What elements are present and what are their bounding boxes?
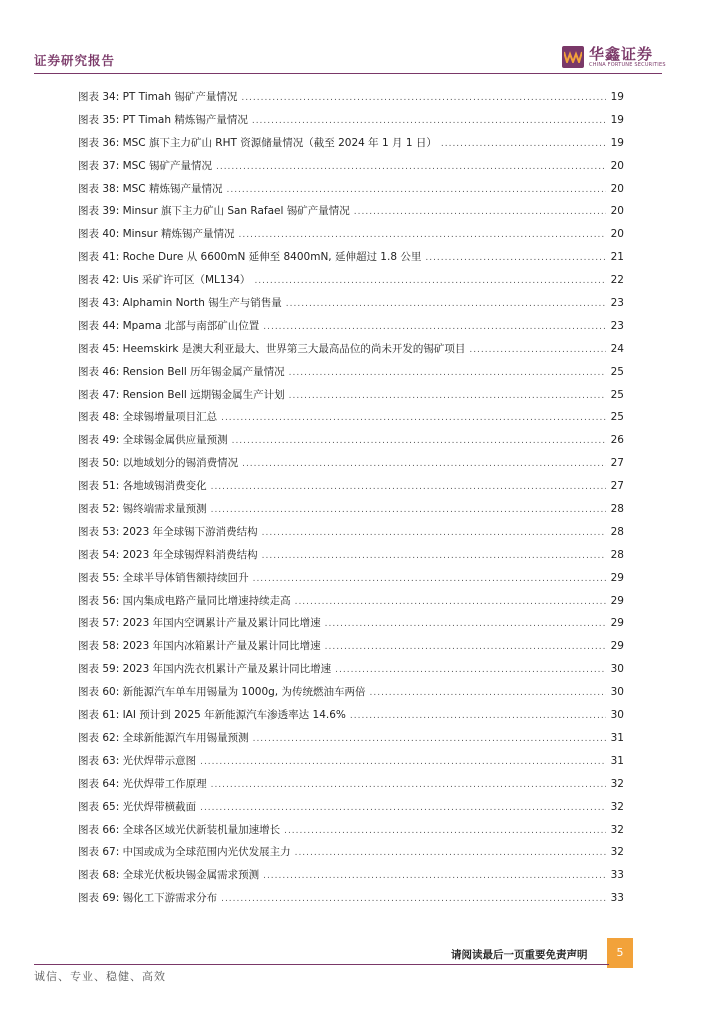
toc-dot-leader	[211, 780, 606, 790]
toc-dot-leader	[262, 551, 606, 561]
toc-entry[interactable]	[78, 226, 624, 249]
toc-dot-leader	[253, 734, 606, 744]
toc-entry-page: 30	[610, 709, 624, 722]
toc-entry-label: 图表 40: Minsur 精炼锡产量情况	[78, 228, 235, 241]
toc-entry[interactable]	[78, 387, 624, 410]
toc-entry-page: 19	[610, 113, 624, 126]
toc-entry-page: 22	[610, 274, 624, 287]
toc-dot-leader	[284, 826, 606, 836]
toc-entry-label: 图表 62: 全球新能源汽车用锡量预测	[78, 731, 249, 744]
toc-entry-label: 图表 67: 中国或成为全球范围内光伏发展主力	[78, 846, 291, 859]
toc-entry[interactable]	[78, 844, 624, 867]
toc-entry-label: 图表 51: 各地域锡消费变化	[78, 480, 207, 493]
toc-dot-leader	[369, 688, 606, 698]
toc-entry[interactable]	[78, 501, 624, 524]
toc-entry-label: 图表 45: Heemskirk 是澳大利亚最大、世界第三大最高品位的尚未开发的锡矿项目	[78, 342, 466, 355]
company-logo	[562, 45, 666, 71]
toc-entry[interactable]	[78, 249, 624, 272]
toc-entry-label: 图表 49: 全球锡金属供应量预测	[78, 434, 228, 447]
toc-entry-label: 图表 43: Alphamin North 锡生产与销售量	[78, 297, 282, 310]
toc-entry-page: 25	[610, 411, 624, 424]
toc-entry[interactable]	[78, 409, 624, 432]
toc-entry[interactable]	[78, 684, 624, 707]
toc-dot-leader	[221, 894, 606, 904]
toc-entry-page: 31	[610, 754, 624, 767]
toc-entry-page: 32	[610, 846, 624, 859]
toc-entry-label: 图表 66: 全球各区域光伏新装机量加速增长	[78, 823, 281, 836]
toc-entry[interactable]	[78, 570, 624, 593]
toc-entry-page: 33	[610, 869, 624, 882]
toc-dot-leader	[226, 185, 606, 195]
footer-divider	[34, 964, 609, 965]
toc-entry[interactable]	[78, 867, 624, 890]
toc-dot-leader	[295, 597, 606, 607]
toc-entry[interactable]	[78, 364, 624, 387]
toc-entry-page: 27	[610, 457, 624, 470]
toc-entry-label: 图表 44: Mpama 北部与南部矿山位置	[78, 319, 260, 332]
toc-entry-label: 图表 52: 锡终端需求量预测	[78, 503, 207, 516]
toc-entry[interactable]	[78, 547, 624, 570]
toc-dot-leader	[262, 528, 606, 538]
toc-entry-label: 图表 59: 2023 年国内洗衣机累计产量及累计同比增速	[78, 663, 332, 676]
toc-entry-label: 图表 69: 锡化工下游需求分布	[78, 892, 218, 905]
toc-dot-leader	[350, 711, 606, 721]
toc-entry[interactable]	[78, 455, 624, 478]
toc-entry-page: 25	[610, 365, 624, 378]
toc-entry-page: 25	[610, 388, 624, 401]
toc-entry-page: 21	[610, 251, 624, 264]
toc-entry-page: 29	[610, 640, 624, 653]
toc-entry-label: 图表 54: 2023 年全球锡焊料消费结构	[78, 548, 258, 561]
toc-dot-leader	[325, 642, 606, 652]
toc-entry-page: 29	[610, 594, 624, 607]
figure-index-list	[78, 89, 624, 913]
toc-entry-label: 图表 41: Roche Dure 从 6600mN 延伸至 8400mN, 延伸超过 1.8 公里	[78, 251, 422, 264]
toc-entry-label: 图表 47: Rension Bell 远期锡金属生产计划	[78, 388, 285, 401]
toc-entry-page: 32	[610, 823, 624, 836]
toc-entry-label: 图表 42: Uis 采矿许可区（ML134）	[78, 274, 251, 287]
toc-entry-page: 24	[610, 342, 624, 355]
toc-entry[interactable]	[78, 615, 624, 638]
toc-entry-label: 图表 60: 新能源汽车单车用锡量为 1000g, 为传统燃油车两倍	[78, 686, 366, 699]
toc-entry-page: 28	[610, 503, 624, 516]
toc-dot-leader	[232, 436, 606, 446]
toc-entry-label: 图表 36: MSC 旗下主力矿山 RHT 资源储量情况（截至 2024 年 1 月 1 日）	[78, 136, 437, 149]
toc-entry-page: 29	[610, 571, 624, 584]
toc-entry[interactable]	[78, 799, 624, 822]
toc-entry-page: 20	[610, 205, 624, 218]
toc-entry-label: 图表 46: Rension Bell 历年锡金属产量情况	[78, 365, 285, 378]
toc-entry[interactable]	[78, 158, 624, 181]
header-divider	[34, 73, 662, 74]
toc-dot-leader	[242, 459, 606, 469]
disclaimer-note: 请阅读最后一页重要免责声明	[451, 949, 588, 961]
toc-entry-label: 图表 37: MSC 锡矿产量情况	[78, 159, 212, 172]
toc-entry[interactable]	[78, 478, 624, 501]
toc-entry-label: 图表 61: IAI 预计到 2025 年新能源汽车渗透率达 14.6%	[78, 709, 346, 722]
toc-dot-leader	[325, 619, 606, 629]
toc-entry-label: 图表 48: 全球锡增量项目汇总	[78, 411, 218, 424]
toc-entry-page: 30	[610, 663, 624, 676]
toc-dot-leader	[239, 230, 607, 240]
toc-dot-leader	[354, 207, 606, 217]
page-number: 5	[607, 938, 633, 968]
toc-entry-page: 28	[610, 525, 624, 538]
toc-entry-label: 图表 56: 国内集成电路产量同比增速持续走高	[78, 594, 291, 607]
toc-entry[interactable]	[78, 524, 624, 547]
toc-entry-page: 31	[610, 731, 624, 744]
report-type-label: 证券研究报告	[34, 53, 116, 68]
toc-entry-label: 图表 58: 2023 年国内冰箱累计产量及累计同比增速	[78, 640, 321, 653]
toc-dot-leader	[295, 848, 606, 858]
toc-dot-leader	[469, 345, 606, 355]
toc-entry[interactable]	[78, 295, 624, 318]
toc-dot-leader	[289, 368, 606, 378]
toc-entry[interactable]	[78, 318, 624, 341]
toc-entry[interactable]	[78, 593, 624, 616]
toc-entry-page: 33	[610, 892, 624, 905]
toc-dot-leader	[252, 116, 606, 126]
toc-entry-label: 图表 65: 光伏焊带横截面	[78, 800, 197, 813]
toc-dot-leader	[253, 574, 606, 584]
toc-dot-leader	[211, 482, 606, 492]
logo-mark-icon	[562, 46, 584, 68]
toc-entry-label: 图表 63: 光伏焊带示意图	[78, 754, 197, 767]
toc-entry[interactable]	[78, 112, 624, 135]
toc-entry-label: 图表 34: PT Timah 锡矿产量情况	[78, 91, 238, 103]
toc-dot-leader	[441, 139, 606, 149]
toc-entry[interactable]	[78, 822, 624, 845]
toc-entry[interactable]	[78, 272, 624, 295]
toc-dot-leader	[286, 299, 606, 309]
toc-entry[interactable]	[78, 707, 624, 730]
toc-entry-label: 图表 57: 2023 年国内空调累计产量及累计同比增速	[78, 617, 321, 630]
toc-dot-leader	[221, 413, 606, 423]
toc-entry-page: 20	[610, 182, 624, 195]
toc-entry-page: 27	[610, 480, 624, 493]
toc-entry[interactable]	[78, 753, 624, 776]
toc-entry[interactable]	[78, 661, 624, 684]
toc-dot-leader	[263, 322, 606, 332]
toc-entry[interactable]	[78, 89, 624, 112]
logo-english-name: CHINA FORTUNE SECURITIES	[589, 62, 666, 68]
toc-entry-label: 图表 55: 全球半导体销售额持续回升	[78, 571, 249, 584]
toc-entry-page: 23	[610, 297, 624, 310]
toc-entry-label: 图表 64: 光伏焊带工作原理	[78, 777, 207, 790]
toc-entry[interactable]	[78, 432, 624, 455]
toc-entry-label: 图表 50: 以地域划分的锡消费情况	[78, 457, 239, 470]
toc-entry-label: 图表 68: 全球光伏板块锡金属需求预测	[78, 869, 260, 882]
toc-entry-page: 26	[610, 434, 624, 447]
toc-dot-leader	[200, 757, 606, 767]
toc-entry-page: 32	[610, 777, 624, 790]
toc-entry-page: 20	[610, 159, 624, 172]
company-motto: 诚信、专业、稳健、高效	[34, 970, 166, 983]
toc-dot-leader	[335, 665, 606, 675]
toc-dot-leader	[254, 276, 606, 286]
toc-entry[interactable]	[78, 341, 624, 364]
toc-entry[interactable]	[78, 730, 624, 753]
toc-entry-label: 图表 39: Minsur 旗下主力矿山 San Rafael 锡矿产量情况	[78, 205, 350, 218]
toc-entry[interactable]	[78, 203, 624, 226]
toc-dot-leader	[200, 803, 606, 813]
toc-entry[interactable]	[78, 890, 624, 913]
toc-dot-leader	[425, 253, 606, 263]
logo-name: 华鑫证券	[589, 45, 654, 63]
toc-entry-page: 28	[610, 548, 624, 561]
toc-entry-page: 23	[610, 319, 624, 332]
toc-entry-label: 图表 35: PT Timah 精炼锡产量情况	[78, 113, 248, 126]
toc-dot-leader	[216, 162, 606, 172]
toc-dot-leader	[241, 93, 606, 103]
toc-entry-page: 19	[610, 136, 624, 149]
toc-entry-label: 图表 53: 2023 年全球锡下游消费结构	[78, 525, 258, 538]
toc-entry-page: 19	[610, 91, 624, 103]
toc-entry[interactable]	[78, 135, 624, 158]
toc-entry-page: 30	[610, 686, 624, 699]
toc-entry[interactable]	[78, 776, 624, 799]
toc-entry[interactable]	[78, 181, 624, 204]
toc-dot-leader	[289, 391, 606, 401]
toc-entry-page: 20	[610, 228, 624, 241]
toc-dot-leader	[211, 505, 606, 515]
toc-entry-label: 图表 38: MSC 精炼锡产量情况	[78, 182, 223, 195]
toc-entry-page: 32	[610, 800, 624, 813]
toc-entry-page: 29	[610, 617, 624, 630]
toc-entry[interactable]	[78, 638, 624, 661]
toc-dot-leader	[263, 871, 606, 881]
